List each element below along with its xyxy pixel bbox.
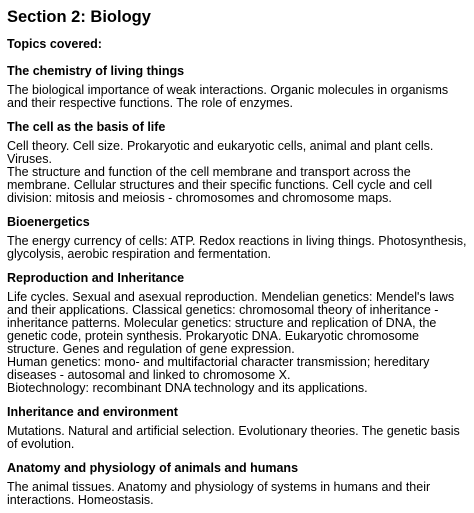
topic-paragraph: Life cycles. Sexual and asexual reproduction. Mendelian genetics: Mendel's laws and their applications. Classical genetics: chromosomal theory of inheritance - inheritance patterns. Molecular genetics: structure and replication of DNA, the genetic code, protein synthesis. Prokaryotic DNA. Eukaryotic chromosome structure. Genes and regulation of gene expression. (7, 290, 455, 356)
topic-heading: The cell as the basis of life (7, 120, 166, 134)
topic-body (7, 291, 471, 395)
topic-heading: Anatomy and physiology of animals and humans (7, 461, 299, 475)
topic-anatomy (7, 461, 471, 507)
topic-body (7, 84, 471, 110)
topic-inheritance-environment (7, 405, 471, 451)
topic-body (7, 425, 471, 451)
section-title: Section 2: Biology (7, 8, 151, 26)
topic-body (7, 140, 471, 205)
topic-paragraph: The animal tissues. Anatomy and physiology of systems in humans and their interactions. Homeostasis. (7, 480, 431, 507)
topic-body (7, 235, 471, 261)
topic-heading: The chemistry of living things (7, 64, 185, 78)
topics-label: Topics covered: (7, 37, 102, 51)
topic-bioenergetics (7, 215, 471, 261)
topic-paragraph: Cell theory. Cell size. Prokaryotic and eukaryotic cells, animal and plant cells. (7, 139, 434, 153)
topic-heading: Bioenergetics (7, 215, 90, 229)
topic-reproduction (7, 271, 471, 395)
topic-paragraph: The biological importance of weak interactions. Organic molecules in organisms and their respective functions. The role of enzymes. (7, 83, 449, 110)
topic-paragraph: Biotechnology: recombinant DNA technology and its applications. (7, 381, 368, 395)
topic-paragraph: The structure and function of the cell membrane and transport across the membrane. Cellular structures and their specific functions. Cell cycle and cell division: mitosis and meiosis - chromosomes and chromosome maps. (7, 165, 433, 205)
topic-cell (7, 120, 471, 205)
topic-paragraph: The energy currency of cells: ATP. Redox reactions in living things. Photosynthesis, glycolysis, aerobic respiration and fermentation. (7, 234, 467, 261)
document-page (7, 0, 471, 507)
topic-chemistry (7, 64, 471, 110)
topic-paragraph: Mutations. Natural and artificial selection. Evolutionary theories. The genetic basis of evolution. (7, 424, 460, 451)
topic-body (7, 481, 471, 507)
topic-paragraph: Human genetics: mono- and multifactorial character transmission; hereditary diseases - autosomal and linked to chromosome X. (7, 355, 430, 382)
topic-paragraph: Viruses. (7, 152, 52, 166)
topic-heading: Reproduction and Inheritance (7, 271, 185, 285)
topic-heading: Inheritance and environment (7, 405, 178, 419)
